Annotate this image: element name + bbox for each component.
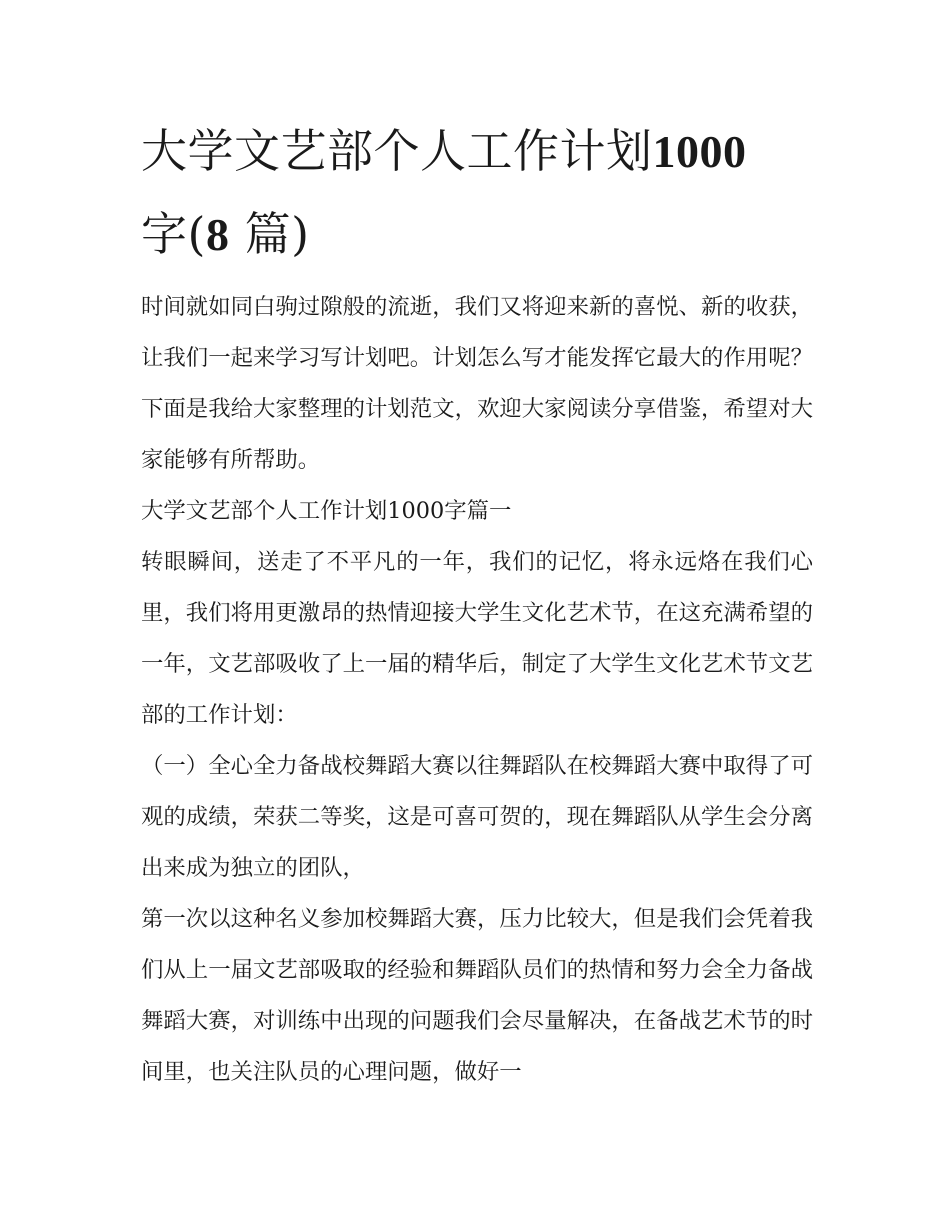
title-text-3: 篇) <box>229 207 310 261</box>
title-text: 大学文艺部个人工作计划 <box>141 124 653 178</box>
body-paragraph: 第一次以这种名义参加校舞蹈大赛，压力比较大，但是我们会凭着我们从上一届文艺部吸取的经验和舞蹈队员们的热情和努力会全力备战舞蹈大赛，对训练中出现的问题我们会尽量解决，在备战艺术节的时间里，也关注队员的心理问题，做好一 <box>141 906 813 1085</box>
document-page <box>141 110 813 1098</box>
body-paragraph: （一）全心全力备战校舞蹈大赛以往舞蹈队在校舞蹈大赛中取得了可观的成绩，荣获二等奖，这是可喜可贺的，现在舞蹈队从学生会分离出来成为独立的团队， <box>141 753 813 881</box>
section-heading: 大学文艺部个人工作计划1000字篇一 <box>141 498 512 524</box>
document-title <box>141 110 813 276</box>
body-paragraph: 转眼瞬间，送走了不平凡的一年，我们的记忆，将永远烙在我们心里，我们将用更激昂的热情迎接大学生文化艺术节，在这充满希望的一年，文艺部吸收了上一届的精华后，制定了大学生文化艺术节文艺部的工作计划： <box>141 549 813 728</box>
title-count: 8 <box>205 209 230 260</box>
intro-paragraph: 时间就如同白驹过隙般的流逝，我们又将迎来新的喜悦、新的收获，让我们一起来学习写计划吧。计划怎么写才能发挥它最大的作用呢？下面是我给大家整理的计划范文，欢迎大家阅读分享借鉴，希望对大家能够有所帮助。 <box>141 294 813 473</box>
title-number: 1000 <box>652 126 747 177</box>
title-text-2: 字( <box>141 207 206 261</box>
